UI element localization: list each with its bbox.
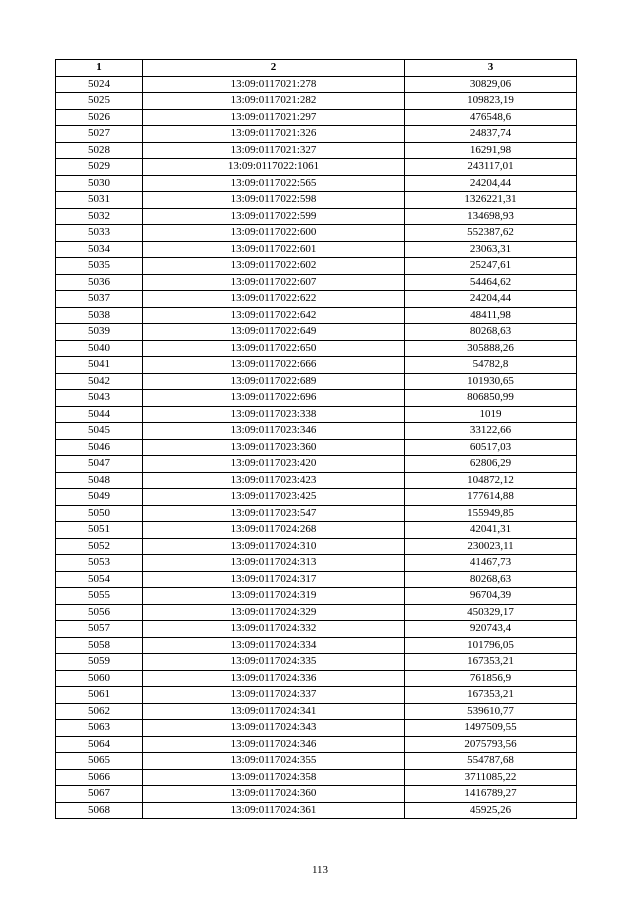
value-cell: 134698,93	[405, 208, 577, 225]
table-row	[56, 109, 577, 126]
cadastral-number-cell: 13:09:0117023:346	[143, 423, 405, 440]
value-cell: 1326221,31	[405, 192, 577, 209]
value-cell: 101930,65	[405, 373, 577, 390]
table-row	[56, 621, 577, 638]
value-cell: 24837,74	[405, 126, 577, 143]
row-number-cell: 5039	[56, 324, 143, 341]
cadastral-number-cell: 13:09:0117023:360	[143, 439, 405, 456]
cadastral-number-cell: 13:09:0117023:420	[143, 456, 405, 473]
cadastral-number-cell: 13:09:0117022:601	[143, 241, 405, 258]
value-cell: 1019	[405, 406, 577, 423]
row-number-cell: 5038	[56, 307, 143, 324]
cadastral-number-cell: 13:09:0117021:282	[143, 93, 405, 110]
value-cell: 806850,99	[405, 390, 577, 407]
row-number-cell: 5056	[56, 604, 143, 621]
table-row	[56, 522, 577, 539]
cadastral-number-cell: 13:09:0117022:565	[143, 175, 405, 192]
table-row	[56, 654, 577, 671]
row-number-cell: 5029	[56, 159, 143, 176]
table-row	[56, 291, 577, 308]
value-cell: 920743,4	[405, 621, 577, 638]
cadastral-number-cell: 13:09:0117022:599	[143, 208, 405, 225]
cadastral-number-cell: 13:09:0117022:650	[143, 340, 405, 357]
header-row	[56, 60, 577, 77]
cadastral-number-cell: 13:09:0117024:268	[143, 522, 405, 539]
value-cell: 54464,62	[405, 274, 577, 291]
cadastral-number-cell: 13:09:0117024:361	[143, 802, 405, 819]
table-row	[56, 489, 577, 506]
value-cell: 96704,39	[405, 588, 577, 605]
table-row	[56, 571, 577, 588]
value-cell: 48411,98	[405, 307, 577, 324]
table-row	[56, 340, 577, 357]
cadastral-number-cell: 13:09:0117024:329	[143, 604, 405, 621]
row-number-cell: 5067	[56, 786, 143, 803]
cadastral-number-cell: 13:09:0117024:360	[143, 786, 405, 803]
value-cell: 552387,62	[405, 225, 577, 242]
value-cell: 41467,73	[405, 555, 577, 572]
value-cell: 80268,63	[405, 324, 577, 341]
value-cell: 109823,19	[405, 93, 577, 110]
cadastral-number-cell: 13:09:0117024:343	[143, 720, 405, 737]
table-row	[56, 423, 577, 440]
table-row	[56, 324, 577, 341]
value-cell: 33122,66	[405, 423, 577, 440]
table-row	[56, 505, 577, 522]
value-cell: 230023,11	[405, 538, 577, 555]
cadastral-number-cell: 13:09:0117022:666	[143, 357, 405, 374]
row-number-cell: 5061	[56, 687, 143, 704]
row-number-cell: 5065	[56, 753, 143, 770]
table-row	[56, 736, 577, 753]
value-cell: 24204,44	[405, 291, 577, 308]
row-number-cell: 5064	[56, 736, 143, 753]
row-number-cell: 5060	[56, 670, 143, 687]
value-cell: 243117,01	[405, 159, 577, 176]
column-header-2: 2	[143, 60, 405, 77]
row-number-cell: 5044	[56, 406, 143, 423]
table-row	[56, 555, 577, 572]
row-number-cell: 5050	[56, 505, 143, 522]
row-number-cell: 5042	[56, 373, 143, 390]
cadastral-number-cell: 13:09:0117022:622	[143, 291, 405, 308]
table-row	[56, 604, 577, 621]
table-row	[56, 472, 577, 489]
row-number-cell: 5032	[56, 208, 143, 225]
row-number-cell: 5033	[56, 225, 143, 242]
table-row	[56, 769, 577, 786]
row-number-cell: 5035	[56, 258, 143, 275]
row-number-cell: 5027	[56, 126, 143, 143]
column-header-3: 3	[405, 60, 577, 77]
table-row	[56, 720, 577, 737]
row-number-cell: 5030	[56, 175, 143, 192]
table-row	[56, 753, 577, 770]
value-cell: 1416789,27	[405, 786, 577, 803]
cadastral-number-cell: 13:09:0117023:423	[143, 472, 405, 489]
row-number-cell: 5058	[56, 637, 143, 654]
table-row	[56, 439, 577, 456]
table-row	[56, 258, 577, 275]
table-row	[56, 126, 577, 143]
table-row	[56, 670, 577, 687]
cadastral-number-cell: 13:09:0117024:355	[143, 753, 405, 770]
cadastral-number-cell: 13:09:0117023:547	[143, 505, 405, 522]
row-number-cell: 5057	[56, 621, 143, 638]
cadastral-number-cell: 13:09:0117024:317	[143, 571, 405, 588]
table-row	[56, 588, 577, 605]
table-row	[56, 357, 577, 374]
table-row	[56, 307, 577, 324]
value-cell: 155949,85	[405, 505, 577, 522]
value-cell: 554787,68	[405, 753, 577, 770]
table-row	[56, 274, 577, 291]
value-cell: 60517,03	[405, 439, 577, 456]
value-cell: 30829,06	[405, 76, 577, 93]
table-row	[56, 538, 577, 555]
value-cell: 62806,29	[405, 456, 577, 473]
row-number-cell: 5051	[56, 522, 143, 539]
cadastral-number-cell: 13:09:0117022:598	[143, 192, 405, 209]
table-row	[56, 802, 577, 819]
cadastral-number-cell: 13:09:0117021:297	[143, 109, 405, 126]
cadastral-number-cell: 13:09:0117022:696	[143, 390, 405, 407]
value-cell: 761856,9	[405, 670, 577, 687]
cadastral-number-cell: 13:09:0117022:1061	[143, 159, 405, 176]
cadastral-number-cell: 13:09:0117022:600	[143, 225, 405, 242]
row-number-cell: 5036	[56, 274, 143, 291]
value-cell: 167353,21	[405, 687, 577, 704]
table-row	[56, 373, 577, 390]
cadastral-number-cell: 13:09:0117023:338	[143, 406, 405, 423]
row-number-cell: 5068	[56, 802, 143, 819]
value-cell: 16291,98	[405, 142, 577, 159]
table-row	[56, 786, 577, 803]
table-row	[56, 687, 577, 704]
cadastral-number-cell: 13:09:0117022:649	[143, 324, 405, 341]
cadastral-number-cell: 13:09:0117021:327	[143, 142, 405, 159]
value-cell: 101796,05	[405, 637, 577, 654]
cadastral-number-cell: 13:09:0117021:326	[143, 126, 405, 143]
cadastral-number-cell: 13:09:0117024:335	[143, 654, 405, 671]
row-number-cell: 5034	[56, 241, 143, 258]
row-number-cell: 5062	[56, 703, 143, 720]
value-cell: 45925,26	[405, 802, 577, 819]
cadastral-number-cell: 13:09:0117023:425	[143, 489, 405, 506]
row-number-cell: 5066	[56, 769, 143, 786]
cadastral-number-cell: 13:09:0117024:332	[143, 621, 405, 638]
cadastral-number-cell: 13:09:0117022:689	[143, 373, 405, 390]
value-cell: 305888,26	[405, 340, 577, 357]
value-cell: 539610,77	[405, 703, 577, 720]
table-header	[56, 60, 577, 77]
column-header-1: 1	[56, 60, 143, 77]
row-number-cell: 5054	[56, 571, 143, 588]
row-number-cell: 5026	[56, 109, 143, 126]
row-number-cell: 5063	[56, 720, 143, 737]
value-cell: 2075793,56	[405, 736, 577, 753]
cadastral-number-cell: 13:09:0117024:313	[143, 555, 405, 572]
table-row	[56, 208, 577, 225]
cadastral-number-cell: 13:09:0117021:278	[143, 76, 405, 93]
row-number-cell: 5047	[56, 456, 143, 473]
table-row	[56, 192, 577, 209]
row-number-cell: 5025	[56, 93, 143, 110]
value-cell: 177614,88	[405, 489, 577, 506]
table-row	[56, 76, 577, 93]
row-number-cell: 5028	[56, 142, 143, 159]
value-cell: 23063,31	[405, 241, 577, 258]
cadastral-number-cell: 13:09:0117024:334	[143, 637, 405, 654]
cadastral-number-cell: 13:09:0117024:319	[143, 588, 405, 605]
row-number-cell: 5059	[56, 654, 143, 671]
row-number-cell: 5049	[56, 489, 143, 506]
value-cell: 104872,12	[405, 472, 577, 489]
row-number-cell: 5055	[56, 588, 143, 605]
row-number-cell: 5046	[56, 439, 143, 456]
row-number-cell: 5053	[56, 555, 143, 572]
table-row	[56, 390, 577, 407]
table-row	[56, 637, 577, 654]
row-number-cell: 5043	[56, 390, 143, 407]
cadastral-number-cell: 13:09:0117024:358	[143, 769, 405, 786]
cadastral-number-cell: 13:09:0117022:642	[143, 307, 405, 324]
cadastral-number-cell: 13:09:0117022:607	[143, 274, 405, 291]
table-row	[56, 93, 577, 110]
cadastral-number-cell: 13:09:0117024:310	[143, 538, 405, 555]
data-table	[55, 59, 577, 819]
row-number-cell: 5045	[56, 423, 143, 440]
cadastral-number-cell: 13:09:0117024:336	[143, 670, 405, 687]
table-row	[56, 175, 577, 192]
table-body	[56, 76, 577, 819]
value-cell: 1497509,55	[405, 720, 577, 737]
table-row	[56, 241, 577, 258]
row-number-cell: 5040	[56, 340, 143, 357]
cadastral-number-cell: 13:09:0117022:602	[143, 258, 405, 275]
page-number: 113	[311, 864, 329, 876]
table-row	[56, 142, 577, 159]
value-cell: 42041,31	[405, 522, 577, 539]
row-number-cell: 5037	[56, 291, 143, 308]
row-number-cell: 5024	[56, 76, 143, 93]
row-number-cell: 5048	[56, 472, 143, 489]
cadastral-number-cell: 13:09:0117024:341	[143, 703, 405, 720]
value-cell: 450329,17	[405, 604, 577, 621]
value-cell: 24204,44	[405, 175, 577, 192]
row-number-cell: 5041	[56, 357, 143, 374]
table-row	[56, 225, 577, 242]
table-row	[56, 159, 577, 176]
value-cell: 80268,63	[405, 571, 577, 588]
table-row	[56, 703, 577, 720]
table-row	[56, 406, 577, 423]
table-row	[56, 456, 577, 473]
cadastral-number-cell: 13:09:0117024:337	[143, 687, 405, 704]
value-cell: 25247,61	[405, 258, 577, 275]
value-cell: 476548,6	[405, 109, 577, 126]
cadastral-number-cell: 13:09:0117024:346	[143, 736, 405, 753]
value-cell: 54782,8	[405, 357, 577, 374]
row-number-cell: 5052	[56, 538, 143, 555]
row-number-cell: 5031	[56, 192, 143, 209]
value-cell: 3711085,22	[405, 769, 577, 786]
value-cell: 167353,21	[405, 654, 577, 671]
